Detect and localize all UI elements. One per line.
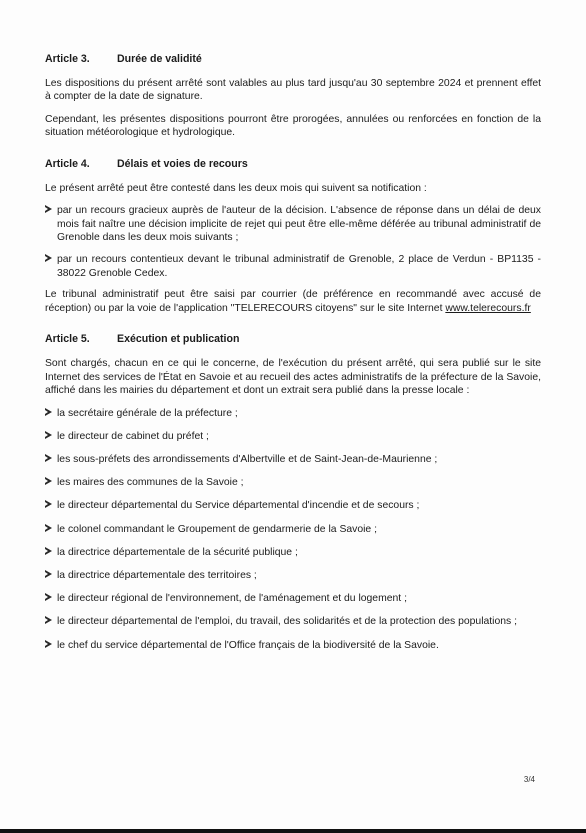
- list-item-text: le directeur de cabinet du préfet ;: [57, 430, 209, 442]
- list-item-text: la directrice départementale des territoires ;: [57, 570, 257, 581]
- scan-bottom-edge: [0, 829, 586, 833]
- telerecours-link[interactable]: www.telerecours.fr: [445, 302, 531, 314]
- article-3-number: Article 3.: [45, 53, 90, 65]
- list-item: [45, 453, 541, 467]
- list-item: [45, 430, 541, 444]
- article-5-bullet-list: [45, 407, 541, 652]
- arrow-right-icon: [45, 640, 52, 648]
- article-4-closing: [45, 288, 541, 315]
- arrow-right-icon: [45, 408, 52, 416]
- list-item-text: le directeur départemental du Service départemental d'incendie et de secours ;: [57, 500, 420, 512]
- arrow-right-icon: [45, 205, 52, 213]
- list-item: [45, 546, 541, 560]
- article-4-heading: [45, 158, 541, 172]
- article-3-title: Durée de validité: [117, 53, 202, 65]
- spacer: [45, 149, 541, 158]
- list-item: [45, 204, 541, 245]
- arrow-right-icon: [45, 477, 52, 485]
- list-item-text: la secrétaire générale de la préfecture ;: [57, 407, 238, 419]
- list-item-text: par un recours gracieux auprès de l'auteur de la décision. L'absence de réponse dans un délai de deux mois fait naître une décision implicite de rejet qui peut être elle-même déférée au tribunal administratif de Grenoble dans les deux mois suivants ;: [57, 205, 541, 244]
- arrow-right-icon: [45, 570, 52, 578]
- article-3-heading: [45, 53, 541, 67]
- list-item-text: la directrice départementale de la sécurité publique ;: [57, 546, 298, 558]
- list-item-text: le directeur régional de l'environnement, de l'aménagement et du logement ;: [57, 593, 407, 605]
- article-5-intro: Sont chargés, chacun en ce qui le concerne, de l'exécution du présent arrêté, qui sera publié sur le site Internet des services de l'État en Savoie et au recueil des actes administratifs de la préfecture de la Savoie, affiché dans les mairies du département et dont un extrait sera publié dans la presse locale :: [45, 357, 541, 397]
- list-item: [45, 476, 541, 490]
- article-5-number: Article 5.: [45, 333, 90, 346]
- article-4-bullet-list: [45, 204, 541, 280]
- article-3-paragraph-2: Cependant, les présentes dispositions pourront être prorogées, annulées ou renforcées en fonction de la situation météorologique et hydrologique.: [45, 113, 541, 139]
- article-5-title: Exécution et publication: [117, 333, 240, 346]
- list-item-text: le directeur départemental de l'emploi, du travail, des solidarités et de la protection des populations ;: [57, 616, 518, 628]
- page-number: 3/4: [523, 775, 535, 784]
- spacer: [45, 324, 541, 333]
- list-item: [45, 615, 541, 629]
- list-item-text: le colonel commandant le Groupement de gendarmerie de la Savoie ;: [57, 523, 377, 535]
- article-3-paragraph-1: Les dispositions du présent arrêté sont valables au plus tard jusqu'au 30 septembre 2024 et prennent effet à compter de la date de signature.: [45, 77, 541, 103]
- document-body: [45, 53, 541, 662]
- list-item-text: par un recours contentieux devant le tribunal administratif de Grenoble, 2 place de Verdun - BP1135 - 38022 Grenoble Cedex.: [57, 253, 541, 279]
- arrow-right-icon: [45, 616, 52, 624]
- list-item-text: les maires des communes de la Savoie ;: [57, 477, 244, 489]
- list-item: [45, 523, 541, 537]
- arrow-right-icon: [45, 593, 52, 601]
- arrow-right-icon: [45, 500, 52, 508]
- list-item: [45, 592, 541, 606]
- arrow-right-icon: [45, 547, 52, 555]
- arrow-right-icon: [45, 431, 52, 439]
- list-item: [45, 407, 541, 421]
- arrow-right-icon: [45, 524, 52, 532]
- list-item-text: les sous-préfets des arrondissements d'Albertville et de Saint-Jean-de-Maurienne ;: [57, 454, 438, 466]
- arrow-right-icon: [45, 454, 52, 462]
- article-5-heading: [45, 333, 541, 347]
- arrow-right-icon: [45, 254, 52, 262]
- article-4-closing-text: Le tribunal administratif peut être saisi par courrier (de préférence en recommandé avec accusé de réception) ou par la voie de l'application "TELERECOURS citoyens" sur le site Internet: [45, 289, 541, 314]
- list-item: [45, 639, 541, 653]
- list-item: [45, 253, 541, 280]
- article-4-number: Article 4.: [45, 157, 90, 170]
- list-item: [45, 569, 541, 583]
- article-4-intro: Le présent arrêté peut être contesté dans les deux mois qui suivent sa notification :: [45, 182, 427, 194]
- article-4-title: Délais et voies de recours: [117, 157, 248, 170]
- list-item-text: le chef du service départemental de l'Office français de la biodiversité de la Savoie.: [57, 639, 439, 651]
- list-item: [45, 499, 541, 513]
